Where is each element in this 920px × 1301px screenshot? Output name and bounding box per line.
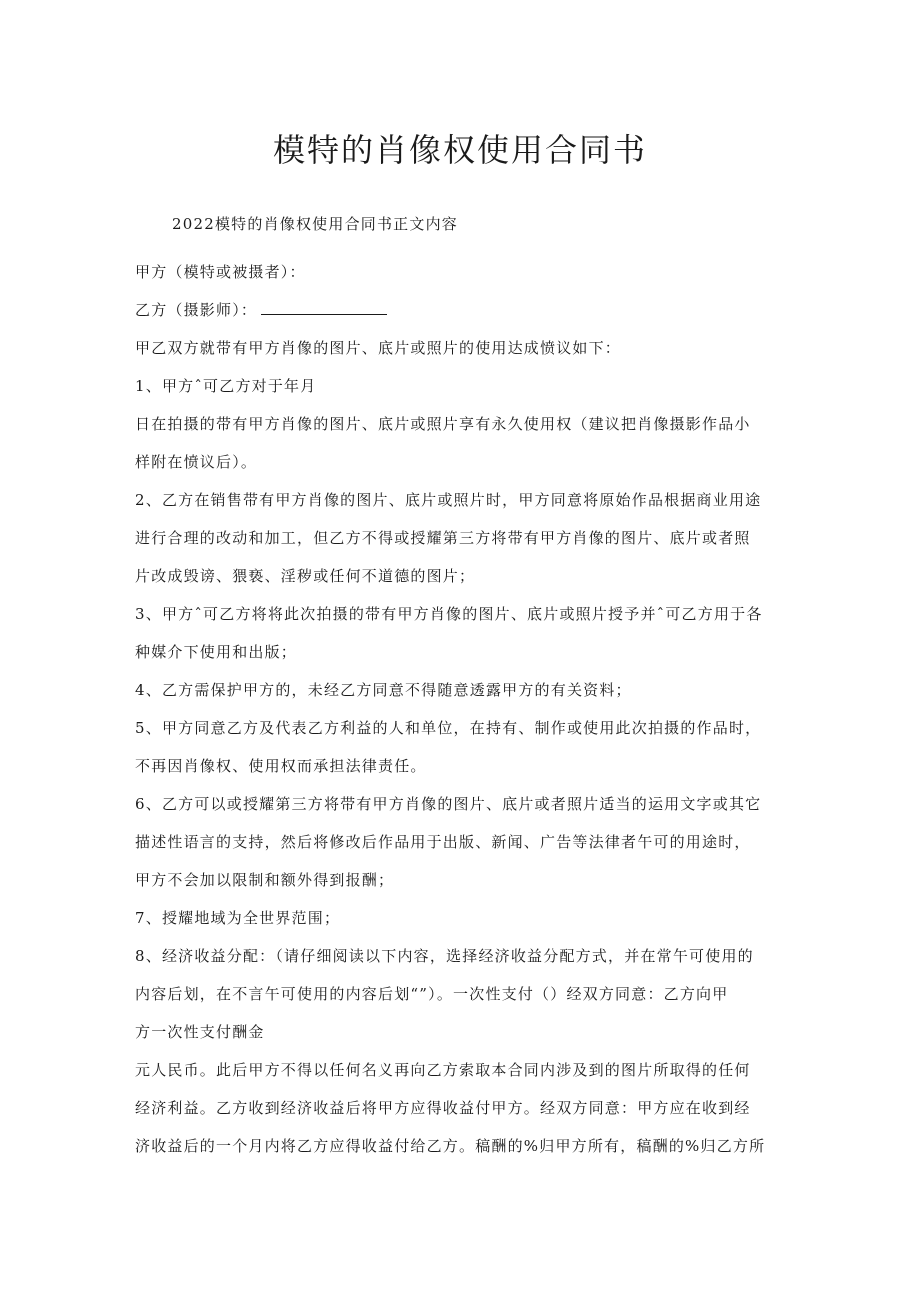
clause-2-line-3: 片改成毁谤、猥亵、淫秽或任何不道德的图片； <box>135 567 476 585</box>
clause-8-line-5: 经济利益。乙方收到经济收益后将甲方应得收益付甲方。经双方同意：甲方应在收到经 <box>135 1099 751 1117</box>
clause-8-line-4: 元人民币。此后甲方不得以任何名义再向乙方索取本合同内涉及到的图片所取得的任何 <box>135 1061 751 1079</box>
party-b-blank <box>261 300 387 315</box>
clause-5-line-2: 不再因肖像权、使用权而承担法律责任。 <box>135 757 427 775</box>
clause-6-line-1: 6、乙方可以或授耀第三方将带有甲方肖像的图片、底片或者照片适当的运用文字或其它 <box>135 795 762 813</box>
clause-5-line-1: 5、甲方同意乙方及代表乙方利益的人和单位，在持有、制作或使用此次拍摄的作品时， <box>135 719 762 737</box>
clause-1-line-3: 样附在愤议后）。 <box>135 453 258 471</box>
clause-2-line-2: 进行合理的改动和加工，但乙方不得或授耀第三方将带有甲方肖像的图片、底片或者照 <box>135 529 751 547</box>
clause-8-line-1: 8、经济收益分配：（请仔细阅读以下内容，选择经济收益分配方式，并在常午可使用的 <box>135 947 754 965</box>
agreement-intro: 甲乙双方就带有甲方肖像的图片、底片或照片的使用达成愤议如下： <box>135 339 622 357</box>
clause-8-line-3: 方一次性支付酬金 <box>135 1023 265 1041</box>
clause-7-line-1: 7、授耀地域为全世界范围； <box>135 909 341 927</box>
clause-8-line-6: 济收益后的一个月内将乙方应得收益付给乙方。稿酬的%归甲方所有，稿酬的%归乙方所 <box>135 1137 766 1155</box>
document-subtitle: 2022模特的肖像权使用合同书正文内容 <box>172 215 458 233</box>
clause-3-line-2: 种媒介下使用和出版； <box>135 643 298 661</box>
document-title: 模特的肖像权使用合同书 <box>272 131 647 169</box>
clause-2-line-1: 2、乙方在销售带有甲方肖像的图片、底片或照片时，甲方同意将原始作品根据商业用途 <box>135 491 762 509</box>
clause-1-line-2: 日在拍摄的带有甲方肖像的图片、底片或照片享有永久使用权（建议把肖像摄影作品小 <box>135 415 751 433</box>
clause-8-line-2: 内容后划，在不言午可使用的内容后划“”）。一次性支付（）经双方同意：乙方向甲 <box>135 985 729 1003</box>
clause-1-line-1: 1、甲方ˆ可乙方对于年月 <box>135 377 317 395</box>
clause-6-line-3: 甲方不会加以限制和额外得到报酬； <box>135 871 395 889</box>
clause-3-line-1: 3、甲方ˆ可乙方将将此次拍摄的带有甲方肖像的图片、底片或照片授予并ˆ可乙方用于各 <box>135 605 763 623</box>
clause-4-line-1: 4、乙方需保护甲方的，未经乙方同意不得随意透露甲方的有关资料； <box>135 681 632 699</box>
party-a-line: 甲方（模特或被摄者）： <box>135 263 306 281</box>
contract-body <box>135 262 795 1174</box>
clause-6-line-2: 描述性语言的支持，然后将修改后作品用于出版、新闻、广告等法律者午可的用途时， <box>135 833 751 851</box>
party-b-line <box>135 300 795 338</box>
party-b-label: 乙方（摄影师）： <box>135 301 258 319</box>
